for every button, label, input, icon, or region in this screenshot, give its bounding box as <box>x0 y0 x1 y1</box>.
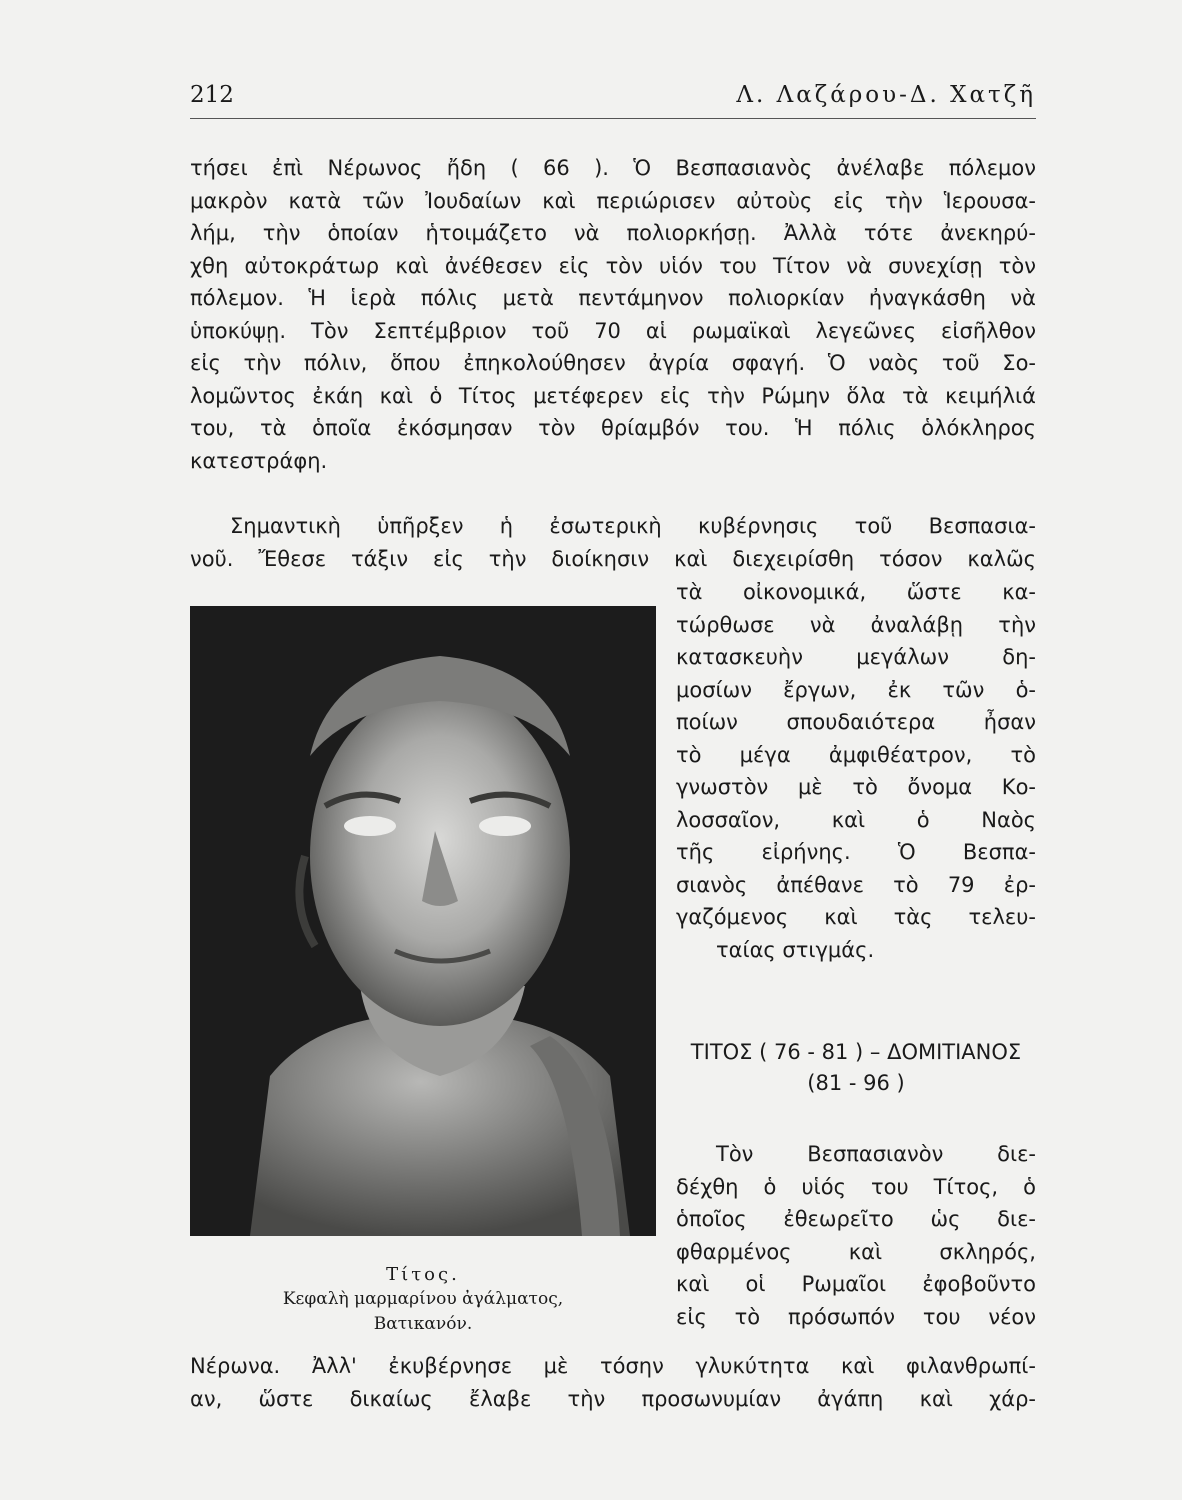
text-line: ταίας στιγμάς. <box>716 937 875 962</box>
text-line: λοσσαῖον, καὶ ὁ Ναὸς <box>676 807 1036 832</box>
header-rule <box>190 118 1036 119</box>
text-line: κατεστράφη. <box>190 448 328 473</box>
section-heading <box>676 1037 1036 1099</box>
text-line: ὁποῖος ἐθεωρεῖτο ὡς διε- <box>676 1207 1036 1231</box>
text-line: του, τὰ ὁποῖα ἐκόσμησαν τὸν θρίαμβόν του. Ἡ πόλις ὁλόκληρος <box>190 416 1036 440</box>
text-line: τώρθωσε νὰ ἀναλάβῃ τὴν <box>676 612 1036 637</box>
text-line: ποίων σπουδαιότερα ἦσαν <box>676 710 1036 734</box>
text-line: τὰ οἰκονομικά, ὥστε κα- <box>676 580 1036 604</box>
titus-bust-photo <box>190 606 656 1236</box>
page-number: 212 <box>190 82 234 108</box>
text-line: νοῦ. Ἔθεσε τάξιν εἰς τὴν διοίκησιν καὶ διεχειρίσθη τόσον καλῶς <box>190 546 1036 571</box>
paragraph-2 <box>190 510 1036 575</box>
paragraph-end <box>190 1350 1036 1415</box>
text-line: αν, ὥστε δικαίως ἔλαβε τὴν προσωνυμίαν ἀγάπη καὶ χάρ- <box>190 1386 1036 1411</box>
text-line: γαζόμενος καὶ τὰς τελευ- <box>676 905 1036 929</box>
text-line: εἰς τὴν πόλιν, ὅπου ἐπηκολούθησεν ἀγρία σφαγή. Ὁ ναὸς τοῦ Σο- <box>190 351 1036 375</box>
text-line: ὑποκύψῃ. Τὸν Σεπτέμβριον τοῦ 70 αἱ ρωμαϊκαὶ λεγεῶνες εἰσῆλθον <box>190 318 1036 343</box>
text-line: τήσει ἐπὶ Νέρωνος ἤδη ( 66 ). Ὁ Βεσπασιανὸς ἀνέλαβε πόλεμον <box>190 156 1036 180</box>
text-line: Νέρωνα. Ἀλλ' ἐκυβέρνησε μὲ τόσην γλυκύτητα καὶ φιλανθρωπί- <box>190 1354 1036 1378</box>
right-column-text-2 <box>676 1138 1036 1333</box>
photo-caption <box>190 1262 656 1337</box>
text-line: καὶ οἱ Ρωμαῖοι ἐφοβοῦντο <box>676 1272 1036 1296</box>
text-line: μοσίων ἔργων, ἐκ τῶν ὁ- <box>676 677 1036 702</box>
text-line: κατασκευὴν μεγάλων δη- <box>676 645 1036 669</box>
paragraph-1 <box>190 152 1036 477</box>
text-line: γνωστὸν μὲ τὸ ὄνομα Κο- <box>676 775 1036 799</box>
caption-title: Τίτος. <box>386 1264 460 1285</box>
text-line: τῆς εἰρήνης. Ὁ Βεσπα- <box>676 840 1036 864</box>
section-heading-line-1: ΤΙΤΟΣ ( 76 - 81 ) – ΔΟΜΙΤΙΑΝΟΣ <box>690 1040 1022 1064</box>
caption-line-1: Κεφαλὴ μαρμαρίνου ἀγάλματος, <box>282 1289 564 1309</box>
page-header <box>190 74 1036 114</box>
text-line: τὸ μέγα ἀμφιθέατρον, τὸ <box>676 742 1036 767</box>
text-line: δέχθη ὁ υἱός του Τίτος, ὁ <box>676 1174 1036 1199</box>
text-line: Τὸν Βεσπασιανὸν διε- <box>716 1142 1036 1166</box>
caption-line-2: Βατικανόν. <box>373 1314 473 1334</box>
text-line: φθαρμένος καὶ σκληρός, <box>676 1239 1036 1264</box>
bust-illustration <box>190 606 656 1236</box>
text-line: λομῶντος ἐκάη καὶ ὁ Τίτος μετέφερεν εἰς τὴν Ρώμην ὅλα τὰ κειμήλιά <box>190 383 1036 408</box>
right-column-text <box>676 576 1036 966</box>
text-line: σιανὸς ἀπέθανε τὸ 79 ἐρ- <box>676 872 1036 897</box>
section-heading-line-2: (81 - 96 ) <box>807 1071 905 1095</box>
text-line: χθη αὐτοκράτωρ καὶ ἀνέθεσεν εἰς τὸν υἱόν του Τίτον νὰ συνεχίσῃ τὸν <box>190 253 1036 278</box>
text-line: λήμ, τὴν ὁποίαν ἡτοιμάζετο νὰ πολιορκήσῃ. Ἀλλὰ τότε ἀνεκηρύ- <box>190 221 1036 245</box>
text-line: πόλεμον. Ἡ ἱερὰ πόλις μετὰ πεντάμηνον πολιορκίαν ἠναγκάσθη νὰ <box>190 286 1036 310</box>
text-line: εἰς τὸ πρόσωπόν του νέον <box>676 1304 1036 1329</box>
running-head: Λ. Λαζάρου-Δ. Χατζῆ <box>736 82 1036 108</box>
text-line: Σημαντικὴ ὑπῆρξεν ἡ ἐσωτερικὴ κυβέρνησις τοῦ Βεσπασια- <box>230 514 1036 538</box>
text-line: μακρὸν κατὰ τῶν Ἰουδαίων καὶ περιώρισεν αὐτοὺς εἰς τὴν Ἱερουσα- <box>190 188 1036 213</box>
